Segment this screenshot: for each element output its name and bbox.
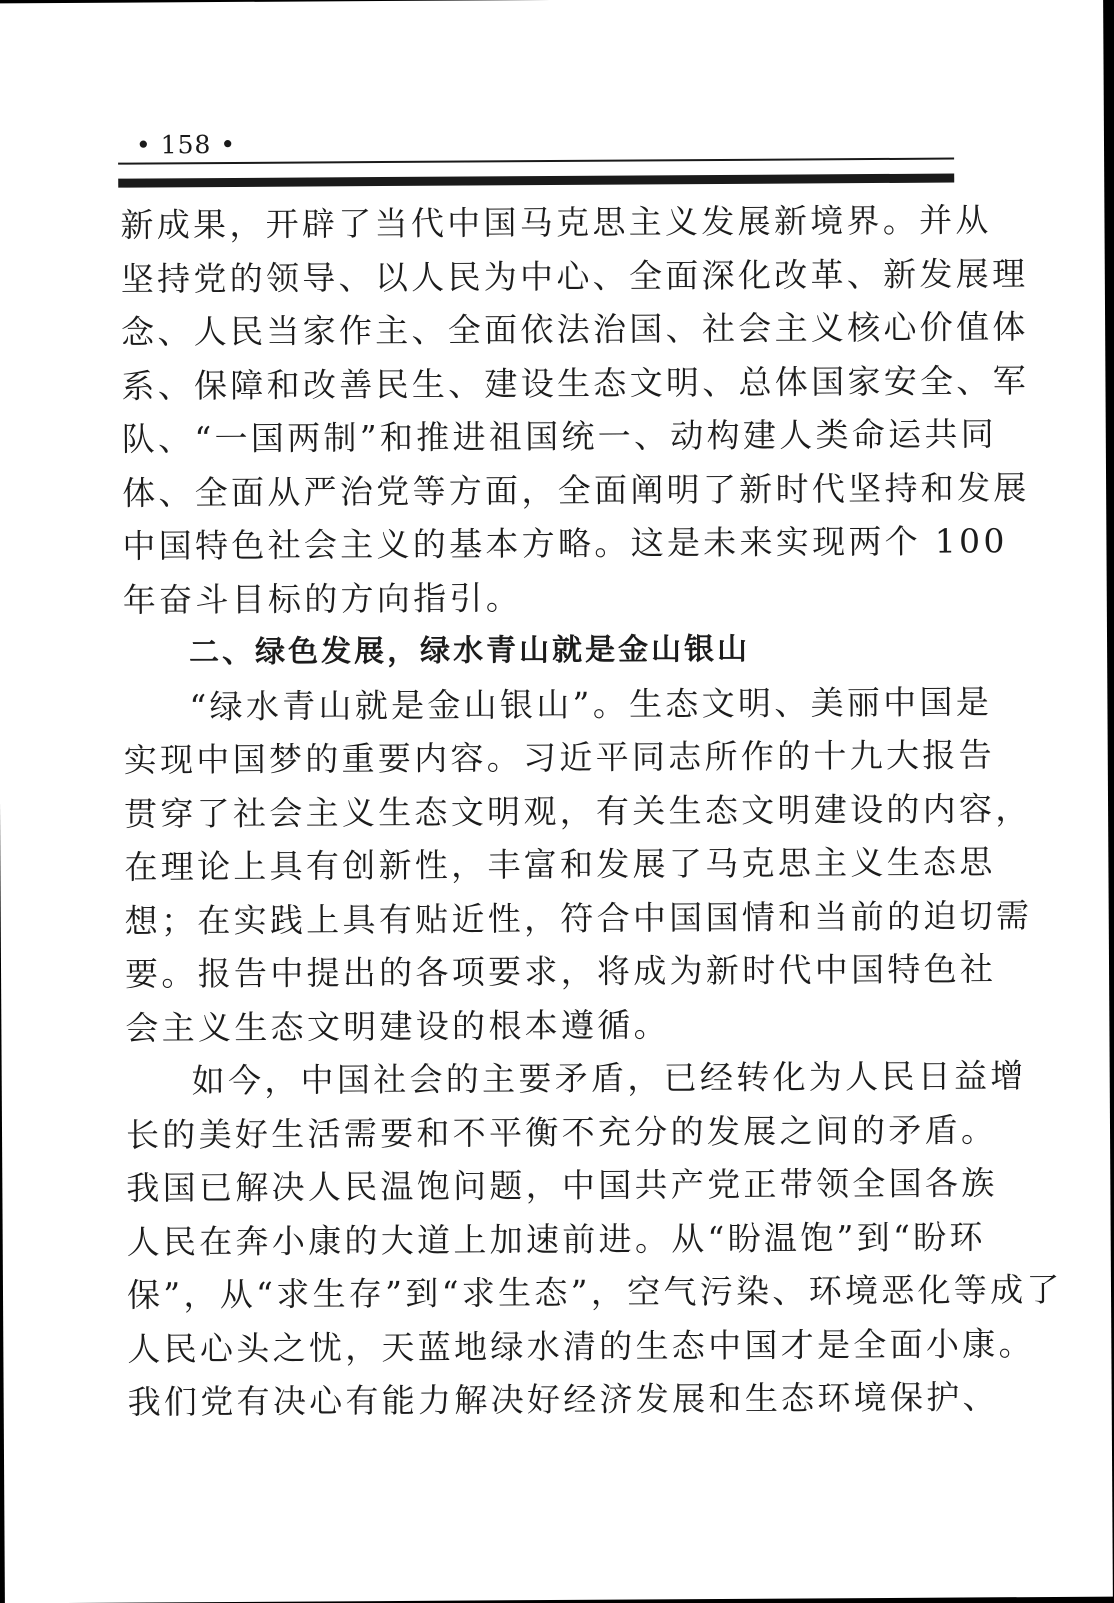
text-line: 坚持党的领导、以人民为中心、全面深化改革、新发展理 bbox=[120, 253, 1029, 299]
text-line: 新成果，开辟了当代中国马克思主义发展新境界。并从 bbox=[120, 200, 992, 245]
text-line: 系、保障和改善民生、建设生态文明、总体国家安全、军 bbox=[121, 360, 1030, 406]
text-line: 队、“一国两制”和推进祖国统一、动构建人类命运共同 bbox=[121, 414, 998, 459]
text-line: 中国特色社会主义的基本方略。这是未来实现两个 100 bbox=[122, 521, 1008, 566]
text-line: 想；在实践上具有贴近性，符合中国国情和当前的迫切需 bbox=[124, 895, 1033, 941]
text-line: 念、人民当家作主、全面依法治国、社会主义核心价值体 bbox=[121, 307, 1029, 352]
text-line: 在理论上具有创新性，丰富和发展了马克思主义生态思 bbox=[124, 842, 996, 887]
text-line: 体、全面从严治党等方面，全面阐明了新时代坚持和发展 bbox=[121, 467, 1030, 513]
text-line: “绿水青山就是金山银山”。生态文明、美丽中国是 bbox=[189, 681, 993, 726]
text-line: 人民在奔小康的大道上加速前进。从“盼温饱”到“盼环 bbox=[126, 1216, 986, 1262]
body-text bbox=[120, 193, 1063, 1429]
section-heading: 二、绿色发展，绿水青山就是金山银山 bbox=[188, 631, 751, 671]
header-rule-thick bbox=[118, 174, 954, 188]
header-rule-thin bbox=[118, 158, 954, 165]
text-line: 年奋斗目标的方向指引。 bbox=[122, 577, 523, 620]
text-line: 贯穿了社会主义生态文明观，有关生态文明建设的内容， bbox=[123, 788, 1032, 834]
text-line: 我国已解决人民温饱问题，中国共产党正带领全国各族 bbox=[126, 1163, 998, 1208]
text-line: 保”，从“求生存”到“求生态”，空气污染、环境恶化等成了 bbox=[126, 1269, 1063, 1315]
text-line: 要。报告中提出的各项要求，将成为新时代中国特色社 bbox=[124, 949, 997, 994]
page-number: • 158 • bbox=[135, 129, 237, 160]
text-line: 长的美好生活需要和不平衡不充分的发展之间的矛盾。 bbox=[125, 1109, 998, 1155]
text-line: 会主义生态文明建设的根本遵循。 bbox=[125, 1004, 670, 1048]
text-line: 我们党有决心有能力解决好经济发展和生态环境保护、 bbox=[127, 1377, 999, 1422]
text-line: 实现中国梦的重要内容。习近平同志所作的十九大报告 bbox=[123, 735, 996, 780]
text-line: 人民心头之忧，天蓝地绿水清的生态中国才是全面小康。 bbox=[127, 1323, 1035, 1369]
text-line: 如今，中国社会的主要矛盾，已经转化为人民日益增 bbox=[191, 1056, 1027, 1101]
